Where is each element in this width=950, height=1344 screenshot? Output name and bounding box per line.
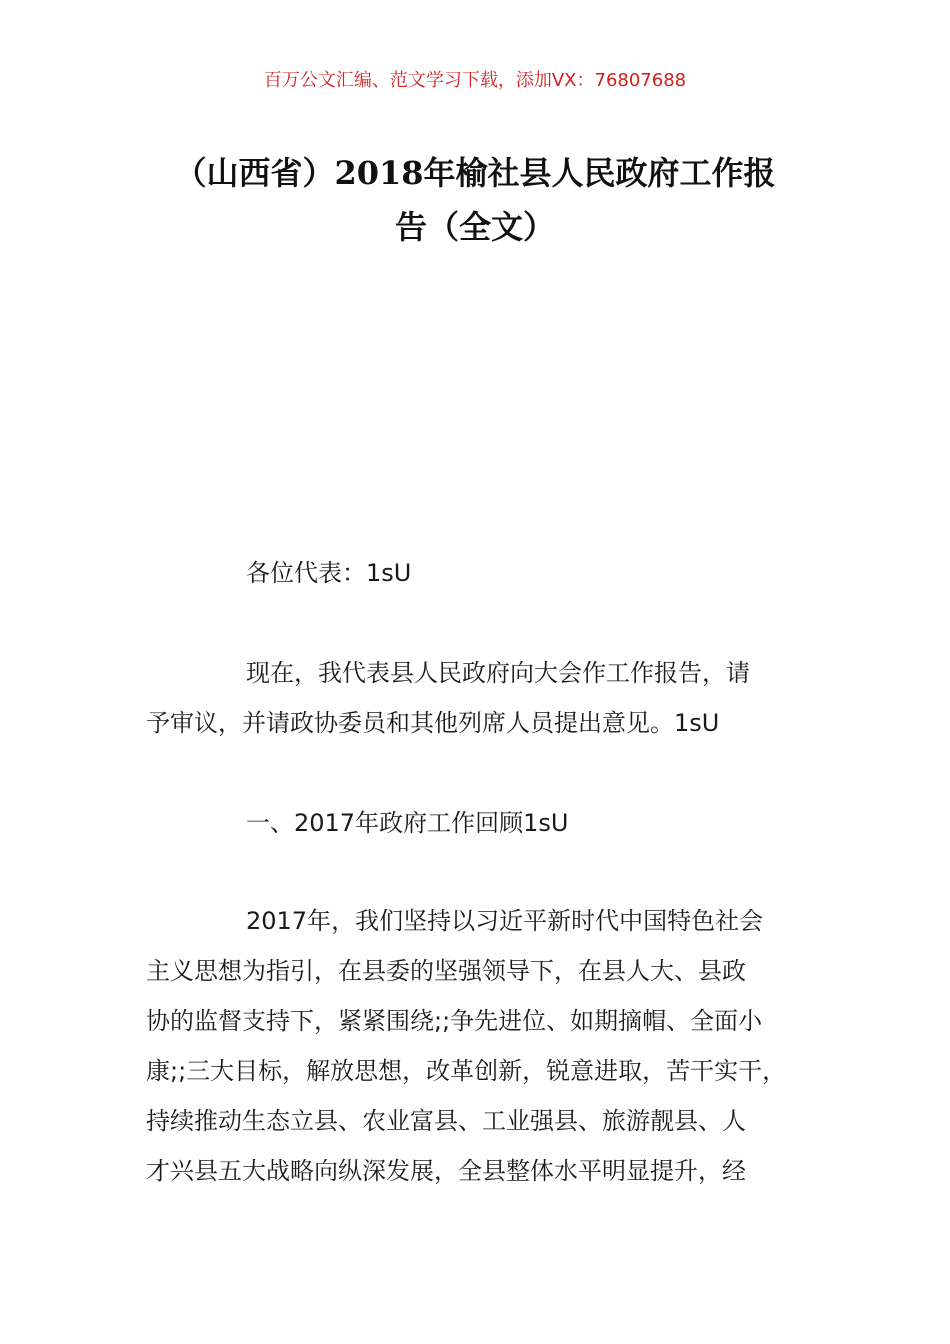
header-watermark-note: 百万公文汇编、范文学习下载，添加VX：76807688 <box>263 70 687 91</box>
paragraph-line: 康;;三大目标，解放思想，改革创新，锐意进取，苦干实干， <box>146 1057 787 1085</box>
title-line-1: （山西省）2018年榆社县人民政府工作报 <box>174 154 776 192</box>
paragraph-line: 予审议，并请政协委员和其他列席人员提出意见。1sU <box>146 709 720 737</box>
paragraph-line: 持续推动生态立县、农业富县、工业强县、旅游靓县、人 <box>146 1107 746 1135</box>
paragraph-line: 才兴县五大战略向纵深发展，全县整体水平明显提升，经 <box>146 1157 746 1185</box>
section-heading <box>146 798 836 848</box>
document-title <box>110 146 840 254</box>
title-line-2: 告（全文） <box>394 208 555 246</box>
salutation-text: 各位代表：1sU <box>246 559 412 587</box>
paragraph-line: 现在，我代表县人民政府向大会作工作报告，请 <box>246 659 750 687</box>
paragraph-line: 2017年，我们坚持以习近平新时代中国特色社会 <box>246 907 764 935</box>
paragraph-intro <box>146 648 836 748</box>
paragraph-line: 主义思想为指引，在县委的坚强领导下，在县人大、县政 <box>146 957 746 985</box>
section-heading-text: 一、2017年政府工作回顾1sU <box>246 809 569 837</box>
paragraph-line: 协的监督支持下，紧紧围绕;;争先进位、如期摘帽、全面小 <box>146 1007 763 1035</box>
paragraph-review <box>146 896 836 1196</box>
salutation <box>146 548 836 598</box>
